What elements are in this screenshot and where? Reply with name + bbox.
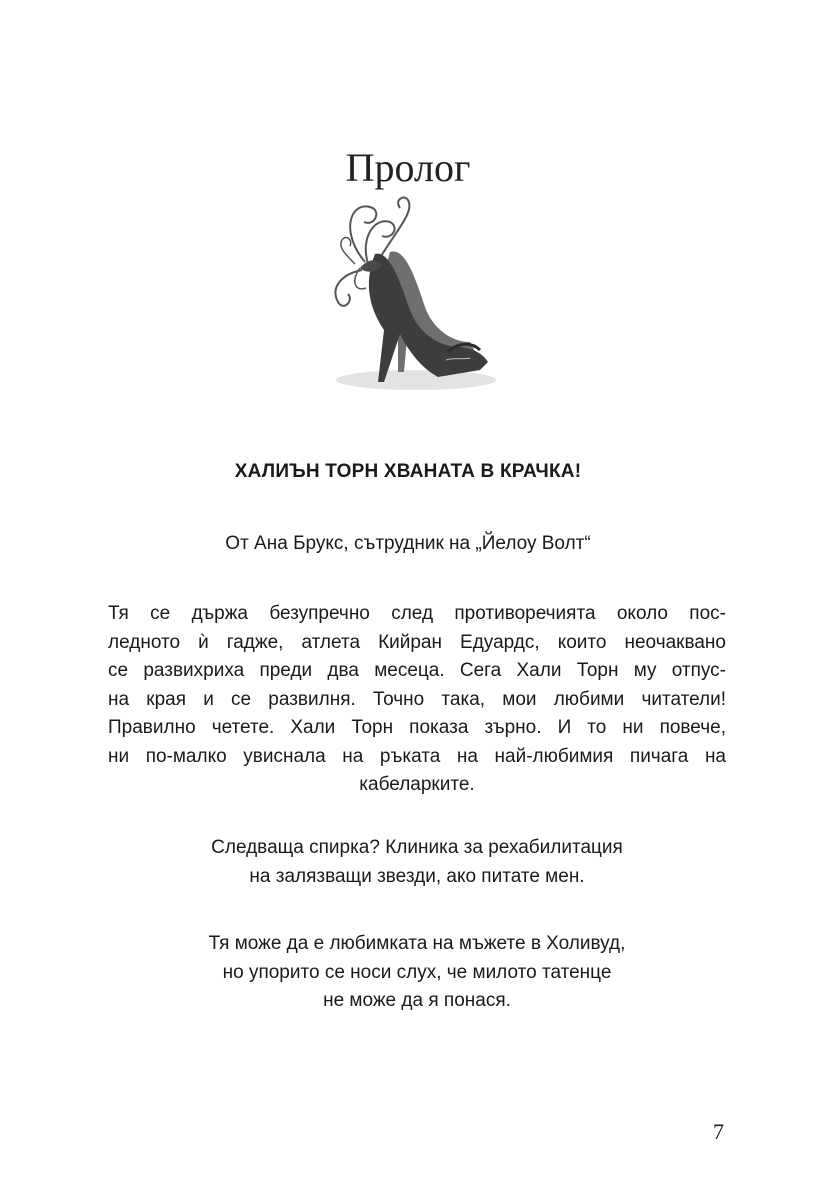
text-line: Тя се държа безупречно след противоречията около пос- bbox=[108, 603, 726, 624]
text-line: не може да я понася. bbox=[323, 990, 511, 1011]
text-line: на залязващи звезди, ако питате мен. bbox=[249, 865, 585, 887]
article-byline: От Ана Брукс, сътрудник на „Йелоу Волт“ bbox=[225, 533, 591, 554]
high-heel-shoes-icon bbox=[320, 192, 500, 402]
text-line: ни по-малко увиснала на ръката на най-любимия пичага на bbox=[108, 745, 726, 767]
text-line: ледното ѝ гадже, атлета Кийран Едуардс, които неочаквано bbox=[108, 631, 726, 653]
text-line: Правилно четете. Хали Торн показа зърно. И то ни повече, bbox=[108, 717, 726, 738]
article-paragraph-2 bbox=[108, 834, 726, 891]
text-line: на края и се развилня. Точно така, мои любими читатели! bbox=[108, 688, 726, 710]
page-number: 7 bbox=[713, 1119, 724, 1144]
text-line: кабеларките. bbox=[359, 774, 475, 795]
article-headline: ХАЛИЪН ТОРН ХВАНАТА В КРАЧКА! bbox=[234, 461, 582, 482]
text-line: Тя може да е любимката на мъжете в Холивуд, bbox=[208, 933, 626, 954]
text-line: но упорито се носи слух, че милото татенце bbox=[222, 961, 612, 983]
text-line: Следваща спирка? Клиника за рехабилитация bbox=[211, 837, 623, 858]
article-paragraph-1 bbox=[108, 600, 726, 800]
chapter-title: Пролог bbox=[345, 145, 471, 190]
text-line: се развихриха преди два месеца. Сега Хали Торн му отпус- bbox=[108, 660, 726, 681]
article-paragraph-3 bbox=[108, 930, 726, 1016]
